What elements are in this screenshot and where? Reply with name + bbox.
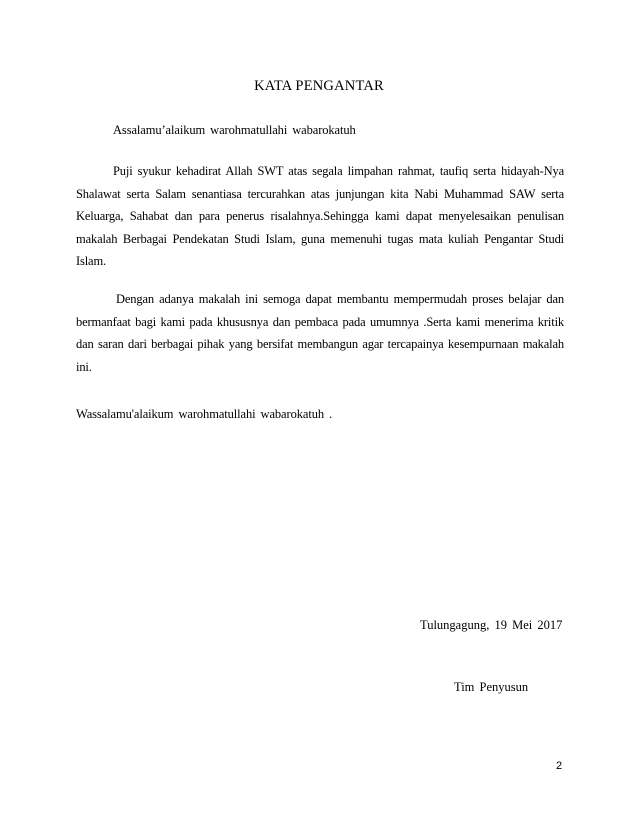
closing-greeting: Wassalamu'alaikum warohmatullahi wabarokatuh . bbox=[76, 407, 333, 421]
signature: Tim Penyusun bbox=[454, 680, 529, 694]
paragraph-purpose: Dengan adanya makalah ini semoga dapat membantu mempermudah proses belajar dan bermanfaat bagi kami pada khususnya dan pembaca pada umumnya .Serta kami menerima kritik dan saran dari berbagai pihak yang bersifat membangun agar tercapainya kesempurnaan makalah ini. bbox=[76, 292, 564, 374]
page-number: 2 bbox=[556, 760, 563, 772]
paragraph-gratitude: Puji syukur kehadirat Allah SWT atas segala limpahan rahmat, taufiq serta hidayah-Nya Shalawat serta Salam senantiasa tercurahkan atas junjungan kita Nabi Muhammad SAW serta Keluarga, Sahabat dan para penerus risalahnya.Sehingga kami dapat menyelesaikan penulisan makalah Berbagai Pendekatan Studi Islam, guna memenuhi tugas mata kuliah Pengantar Studi Islam. bbox=[76, 164, 564, 269]
page-title: KATA PENGANTAR bbox=[254, 78, 384, 94]
place-date: Tulungagung, 19 Mei 2017 bbox=[420, 618, 563, 632]
opening-greeting: Assalamu’alaikum warohmatullahi wabarokatuh bbox=[113, 123, 356, 137]
